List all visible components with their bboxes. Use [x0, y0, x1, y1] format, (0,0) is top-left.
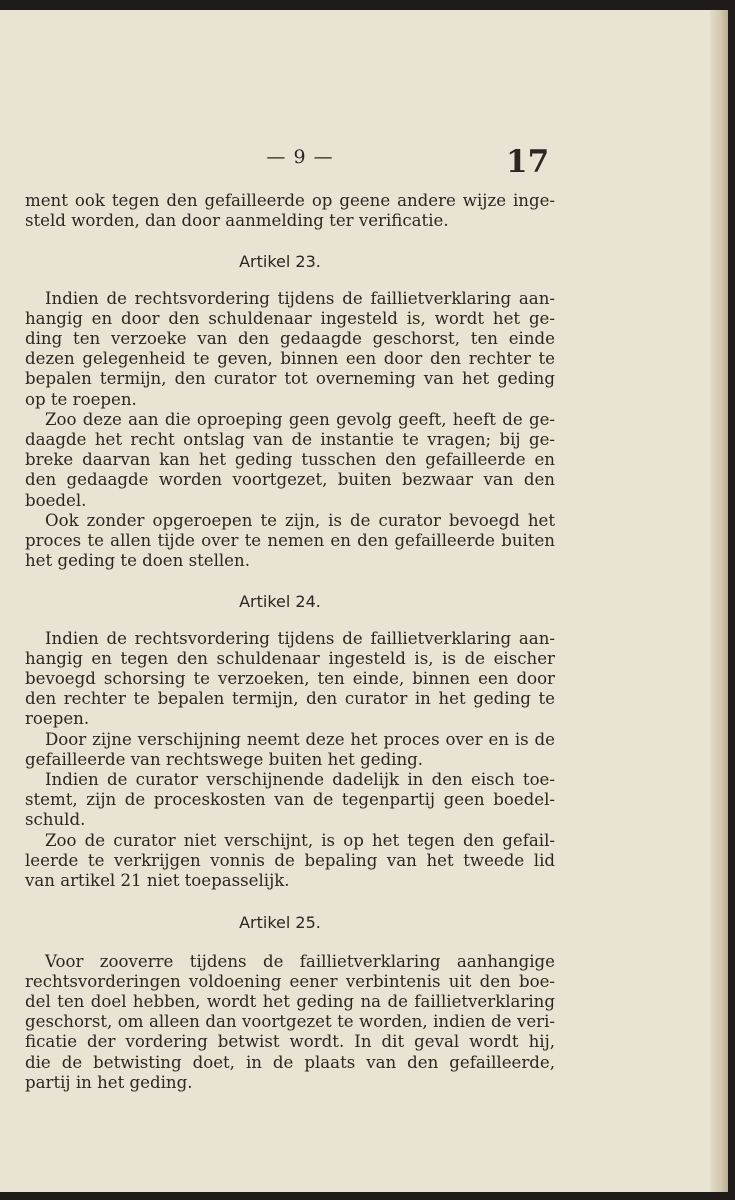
page-number: 17	[506, 144, 550, 180]
text-line: van artikel 21 niet toepasselijk.	[25, 871, 290, 891]
text-line: breke daarvan kan het geding tusschen den gefailleerde en	[25, 450, 555, 470]
text-line: den rechter te bepalen termijn, den curator in het geding te	[25, 689, 555, 709]
text-line: stemt, zijn de proceskosten van de tegenpartij geen boedel-	[25, 790, 555, 810]
text-line: leerde te verkrijgen vonnis de bepaling van het tweede lid	[25, 850, 555, 870]
text-line: daagde het recht ontslag van de instantie te vragen; bij ge-	[25, 430, 555, 450]
text-line: partij in het geding.	[25, 1072, 193, 1092]
text-line: Voor zooverre tijdens de faillietverklaring aanhangige	[45, 951, 555, 971]
text-line: Ook zonder opgeroepen te zijn, is de curator bevoegd het	[45, 510, 555, 530]
paragraph	[25, 730, 555, 770]
paragraph	[25, 629, 555, 730]
text-line: ding ten verzoeke van den gedaagde geschorst, ten einde	[25, 329, 555, 349]
text-line: Indien de curator verschijnende dadelijk in den eisch toe-	[45, 770, 555, 790]
page-spine-edge	[710, 10, 728, 1192]
paragraph	[25, 831, 555, 892]
book-page	[0, 10, 728, 1192]
text-line: ficatie der vordering betwist wordt. In dit geval wordt hij,	[25, 1032, 555, 1052]
text-line: del ten doel hebben, wordt het geding na de faillietverklaring	[25, 991, 555, 1011]
paragraph	[25, 770, 555, 831]
text-line: roepen.	[25, 709, 90, 729]
text-line: boedel.	[25, 490, 87, 510]
text-line: gefailleerde van rechtswege buiten het geding.	[25, 749, 424, 769]
article-heading: Artikel 24.	[239, 592, 321, 612]
article-heading: Artikel 23.	[239, 252, 321, 272]
text-line: Indien de rechtsvordering tijdens de faillietverklaring aan-	[45, 628, 555, 648]
paragraph	[25, 511, 555, 572]
text-line: Indien de rechtsvordering tijdens de faillietverklaring aan-	[45, 288, 555, 308]
article-heading: Artikel 25.	[239, 913, 321, 933]
page-marker: — 9 —	[266, 146, 334, 168]
paragraph	[25, 289, 555, 410]
document-body	[25, 191, 555, 1093]
text-line: op te roepen.	[25, 389, 137, 409]
text-line: proces te allen tijde over te nemen en den gefailleerde buiten	[25, 531, 555, 551]
text-line: hangig en door den schuldenaar ingesteld is, wordt het ge-	[25, 308, 555, 328]
text-line: bevoegd schorsing te verzoeken, ten einde, binnen een door	[25, 669, 555, 689]
text-line: Door zijne verschijning neemt deze het proces over en is de	[45, 729, 555, 749]
text-line: Zoo de curator niet verschijnt, is op het tegen den gefail-	[45, 830, 555, 850]
paragraph	[25, 410, 555, 511]
text-line: steld worden, dan door aanmelding ter verificatie.	[25, 211, 449, 231]
text-line: schuld.	[25, 810, 86, 830]
text-line: die de betwisting doet, in de plaats van den gefailleerde,	[25, 1052, 555, 1072]
text-line: dezen gelegenheid te geven, binnen een door den rechter te	[25, 349, 555, 369]
text-line: Zoo deze aan die oproeping geen gevolg geeft, heeft de ge-	[45, 409, 555, 429]
text-line: bepalen termijn, den curator tot overneming van het geding	[25, 369, 555, 389]
text-line: geschorst, om alleen dan voortgezet te worden, indien de veri-	[25, 1012, 555, 1032]
text-line: hangig en tegen den schuldenaar ingesteld is, is de eischer	[25, 648, 555, 668]
text-line: het geding te doen stellen.	[25, 551, 250, 571]
text-line: rechtsvorderingen voldoening eener verbintenis uit den boe-	[25, 971, 555, 991]
paragraph	[25, 191, 555, 231]
text-line: den gedaagde worden voortgezet, buiten bezwaar van den	[25, 470, 555, 490]
text-line: ment ook tegen den gefailleerde op geene andere wijze inge-	[25, 191, 555, 210]
paragraph	[25, 952, 555, 1093]
